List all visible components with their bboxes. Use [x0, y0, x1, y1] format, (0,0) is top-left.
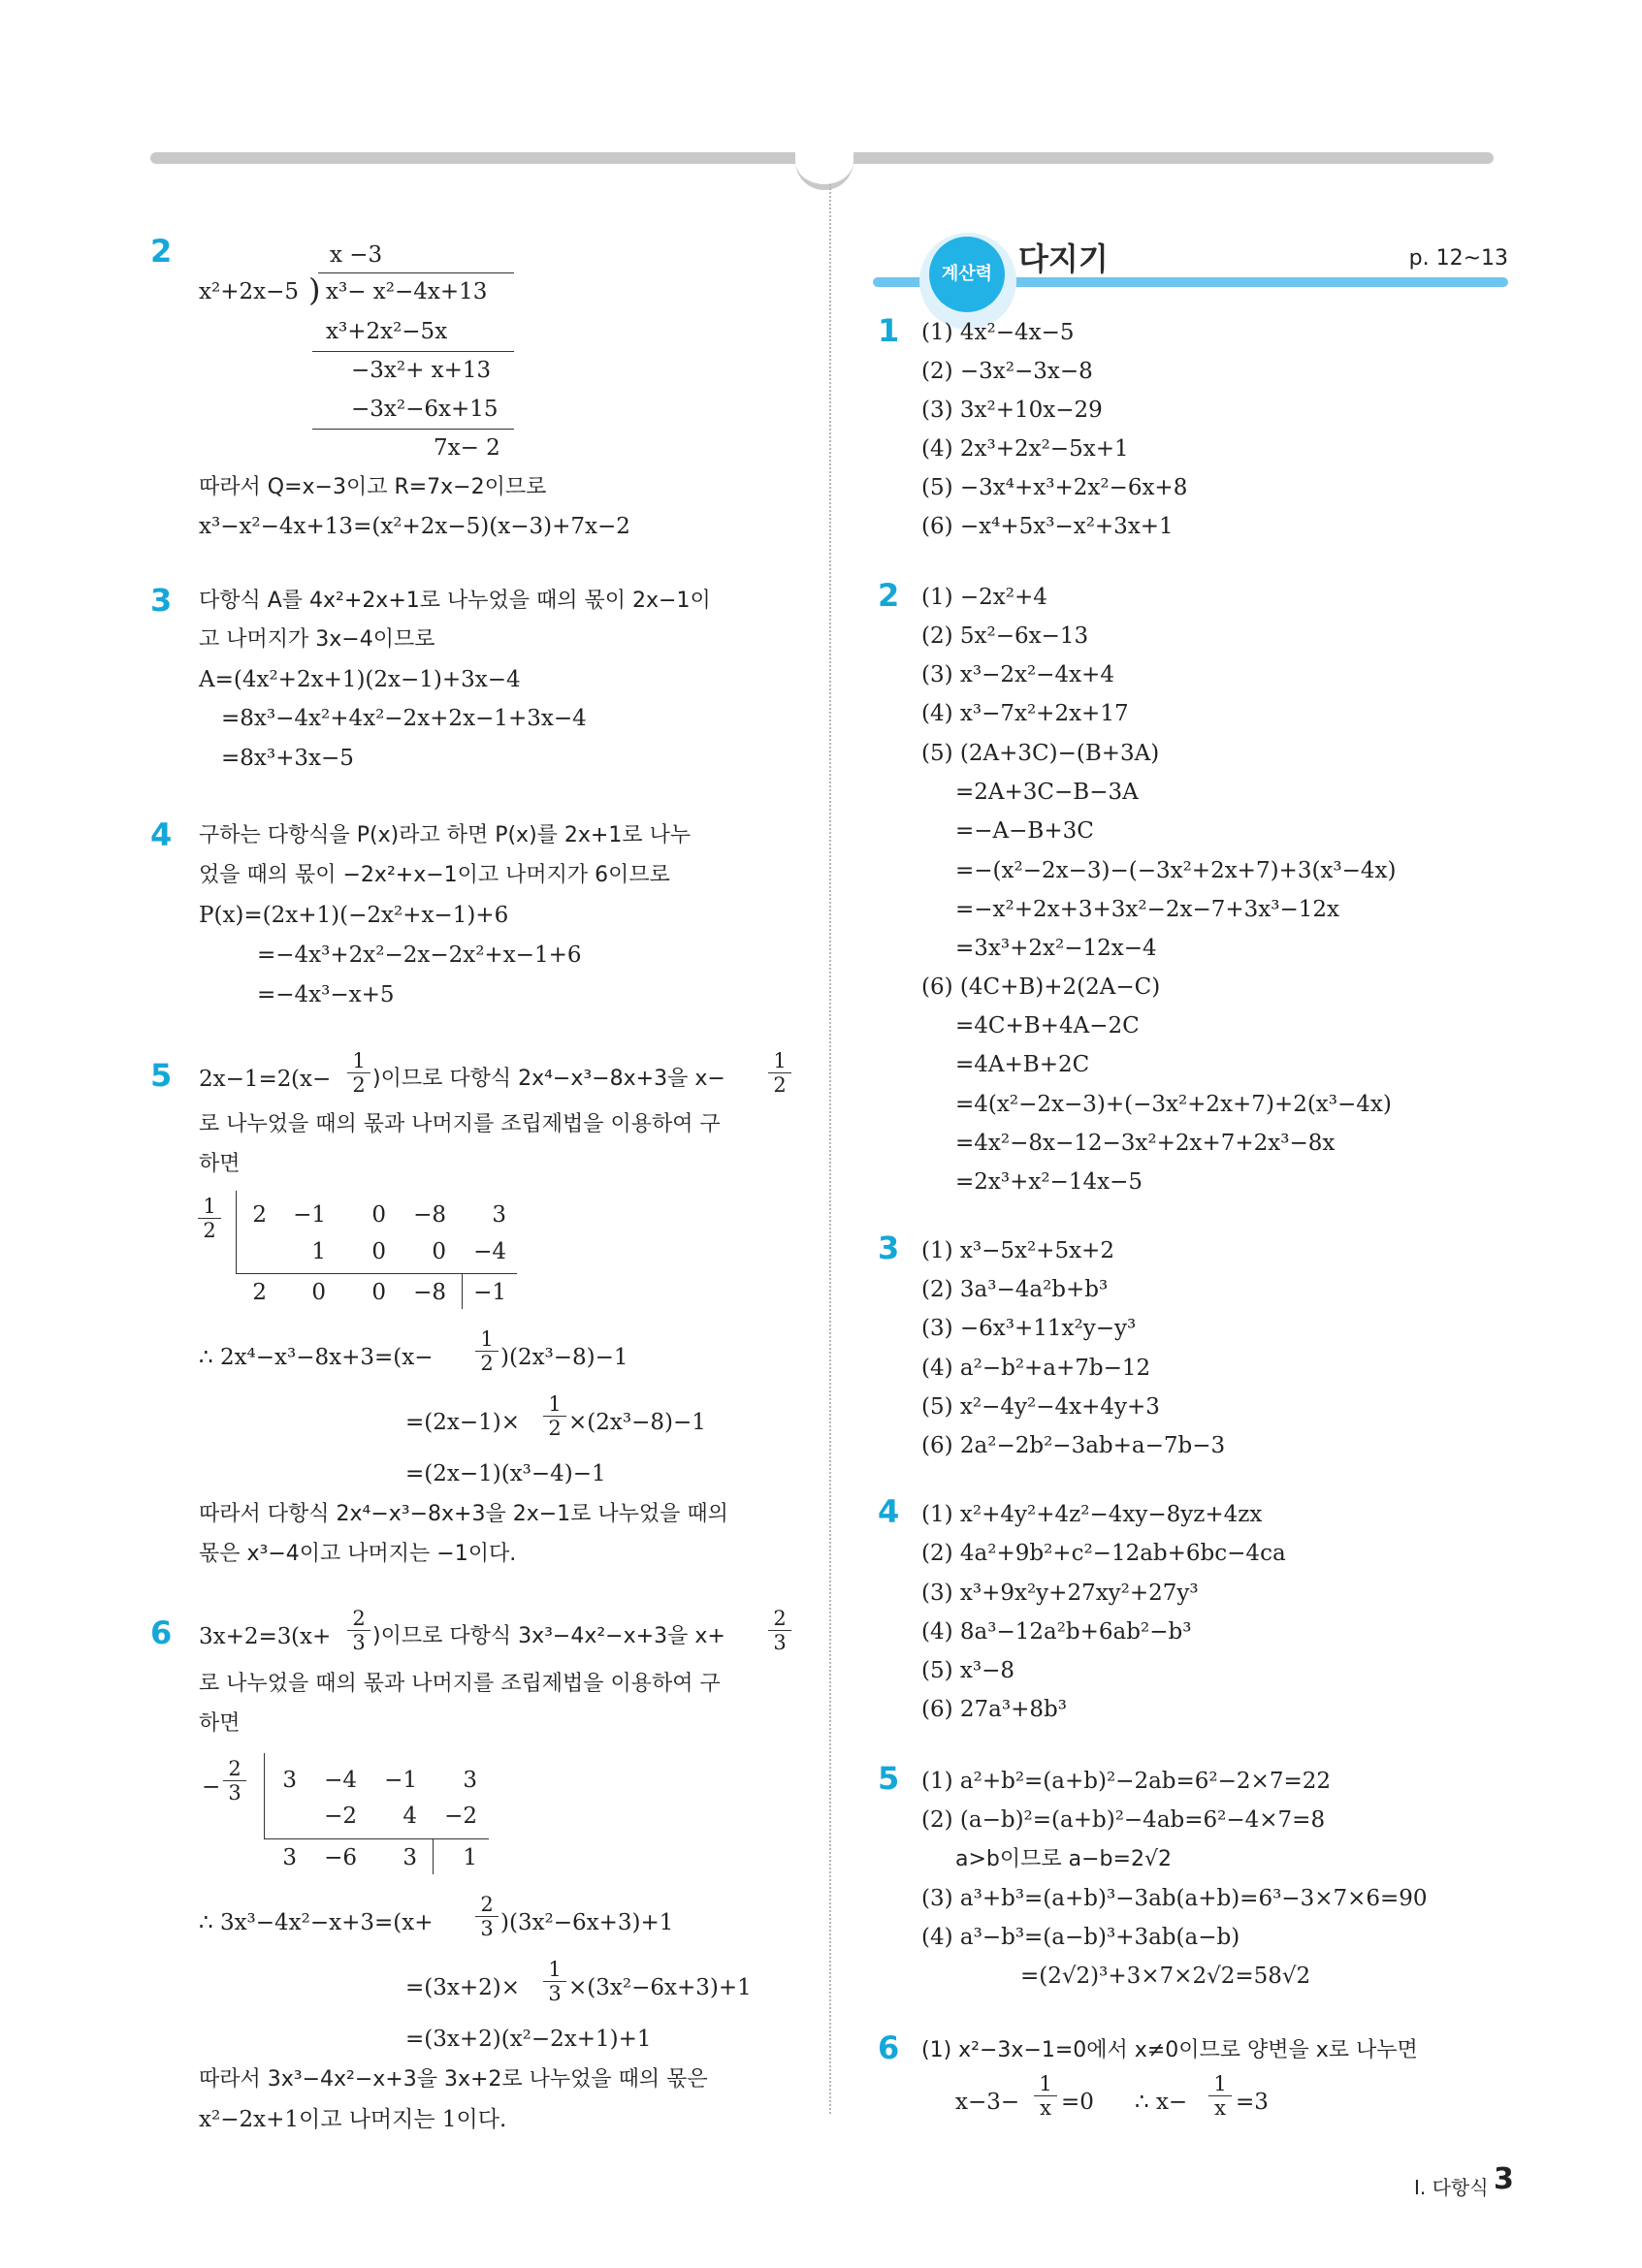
- footer-section: Ⅰ. 다항식: [1414, 2176, 1489, 2199]
- answer-line: (1) a²+b²=(a+b)²−2ab=6²−2×7=22: [921, 1769, 1331, 1794]
- result-line: =(3x+2)×: [405, 1975, 520, 2000]
- answer-line: (2) −3x²−3x−8: [921, 359, 1093, 384]
- coef: 3: [282, 1845, 297, 1870]
- intro-text: )이므로 다항식 3x³−4x²−x+3을 x+: [372, 1624, 725, 1648]
- answer-number: 6: [878, 2029, 900, 2066]
- coef: 0: [311, 1280, 326, 1305]
- answer-line: =−(x²−2x−3)−(−3x²+2x+7)+3(x³−4x): [955, 858, 1397, 883]
- result-line: =(2x−1)×: [405, 1410, 520, 1435]
- root-sign: −: [202, 1774, 221, 1800]
- answer-line: =−x²+2x+3+3x²−2x−7+3x³−12x: [955, 897, 1339, 922]
- division-bracket: ): [308, 272, 321, 308]
- conclusion-line: 따라서 3x³−4x²−x+3을 3x+2로 나누었을 때의 몫은: [199, 2067, 708, 2092]
- coef: −2: [444, 1804, 477, 1829]
- step-rule: [312, 429, 514, 430]
- result-line: ×(3x²−6x+3)+1: [568, 1975, 752, 2000]
- intro-paren: (x+: [291, 1624, 332, 1649]
- answer-line: (3) x³−2x²−4x+4: [921, 662, 1114, 687]
- coef: 0: [371, 1239, 386, 1264]
- coef: 2: [252, 1202, 267, 1228]
- coef: 3: [492, 1202, 506, 1228]
- division-step: x³+2x²−5x: [326, 319, 448, 344]
- equation-line: =8x³+3x−5: [221, 746, 354, 771]
- answer-line: (5) x³−8: [921, 1658, 1014, 1683]
- coef: 1: [311, 1239, 326, 1264]
- coef: −8: [413, 1280, 446, 1305]
- coef: −4: [324, 1768, 357, 1793]
- answer-line: (6) 2a²−2b²−3ab+a−7b−3: [921, 1433, 1226, 1458]
- intro-a: 2x−1=2: [199, 1067, 292, 1092]
- answer-line: =4A+B+2C: [955, 1052, 1090, 1077]
- division-step: −3x²+ x+13: [351, 358, 492, 383]
- header-page-ref: p. 12~13: [1408, 246, 1508, 271]
- problem-number: 3: [150, 582, 173, 619]
- text-line: 하면: [199, 1152, 241, 1176]
- equation-line: =−4x³−x+5: [257, 982, 395, 1007]
- answer-line: (5) (2A+3C)−(B+3A): [921, 741, 1160, 766]
- equation-line: A=(4x²+2x+1)(2x−1)+3x−4: [199, 667, 521, 692]
- denominator: 2: [773, 1073, 787, 1097]
- equation-line: =8x³−4x²+4x²−2x+2x−1+3x−4: [221, 706, 587, 731]
- denominator: 3: [228, 1781, 241, 1805]
- coef: 0: [371, 1280, 386, 1305]
- text-line: 고 나머지가 3x−4이므로: [199, 627, 435, 652]
- numerator: 1: [198, 1195, 221, 1219]
- answer-line: (4) 8a³−12a²b+6ab²−b³: [921, 1619, 1192, 1645]
- text-line: 구하는 다항식을 P(x)라고 하면 P(x)를 2x+1로 나누: [199, 823, 692, 847]
- text-line: 다항식 A를 4x²+2x+1로 나누었을 때의 몫이 2x−1이: [199, 589, 711, 613]
- answer-line: (2) 4a²+9b²+c²−12ab+6bc−4ca: [921, 1541, 1286, 1566]
- coef: 2: [252, 1280, 267, 1305]
- answer-line: (1) 4x²−4x−5: [921, 320, 1075, 345]
- coef: −2: [324, 1804, 357, 1829]
- text-line: 로 나누었을 때의 몫과 나머지를 조립제법을 이용하여 구: [199, 1672, 721, 1696]
- answer-line: =4C+B+4A−2C: [955, 1013, 1140, 1038]
- problem-number: 2: [150, 233, 173, 270]
- coef: −1: [384, 1768, 417, 1793]
- step-rule: [312, 351, 514, 352]
- fraction: [475, 1327, 499, 1375]
- equation-line: =−4x³+2x²−2x−2x²+x−1+6: [257, 942, 582, 968]
- numerator: 1: [543, 1392, 566, 1417]
- denominator: 2: [203, 1219, 216, 1242]
- coef: −4: [473, 1239, 506, 1264]
- fraction: [768, 1049, 791, 1097]
- answer-line: (5) −3x⁴+x³+2x²−6x+8: [921, 475, 1188, 500]
- numerator: 1: [543, 1958, 566, 1982]
- answer-line: =(2√2)³+3×7×2√2=58√2: [1020, 1964, 1311, 1989]
- denominator: 3: [352, 1631, 366, 1654]
- remainder: −1: [473, 1280, 506, 1305]
- denominator: 3: [548, 1982, 562, 2005]
- numerator: 1: [347, 1049, 370, 1073]
- coef: −6: [324, 1845, 357, 1870]
- root-fraction: [223, 1757, 246, 1805]
- answer-line: =4x²−8x−12−3x²+2x+7+2x³−8x: [955, 1131, 1336, 1156]
- answer-line: (4) x³−7x²+2x+17: [921, 701, 1129, 726]
- answer-line: =2x³+x²−14x−5: [955, 1169, 1143, 1195]
- root-fraction: [198, 1195, 221, 1242]
- answer-line: (3) −6x³+11x²y−y³: [921, 1316, 1137, 1341]
- quotient: x −3: [330, 242, 383, 268]
- answer-line: (3) a³+b³=(a+b)³−3ab(a+b)=6³−3×7×6=90: [921, 1886, 1428, 1911]
- coef: 0: [371, 1202, 386, 1228]
- conclusion-line: x²−2x+1이고 나머지는 1이다.: [199, 2107, 507, 2132]
- page-number: 3: [1494, 2162, 1514, 2196]
- coef: 3: [402, 1845, 417, 1870]
- denominator: 3: [480, 1917, 494, 1940]
- result-line: )(3x²−6x+3)+1: [500, 1910, 674, 1935]
- denominator: 3: [773, 1631, 787, 1654]
- answer-line: (1) −2x²+4: [921, 585, 1047, 610]
- remainder: 1: [463, 1845, 477, 1870]
- answer-line: (2) (a−b)²=(a+b)²−4ab=6²−4×7=8: [921, 1807, 1326, 1833]
- remainder: 7x− 2: [434, 435, 500, 461]
- fraction: [543, 1392, 566, 1440]
- conclusion-line: 따라서 Q=x−3이고 R=7x−2이므로: [199, 475, 547, 499]
- problem-number: 6: [150, 1614, 173, 1651]
- answer-line: (6) (4C+B)+2(2A−C): [921, 974, 1161, 1000]
- result-line: ∴ 2x⁴−x³−8x+3=(x−: [199, 1345, 434, 1370]
- answer-line: (2) 5x²−6x−13: [921, 623, 1089, 649]
- denominator: 2: [352, 1073, 366, 1097]
- answer-line: (4) a³−b³=(a−b)³+3ab(a−b): [921, 1925, 1240, 1950]
- fraction: [1034, 2072, 1057, 2120]
- answer-line: (1) x²−3x−1=0에서 x≠0이므로 양변을 x로 나누면: [921, 2038, 1418, 2062]
- answer-line: (6) 27a³+8b³: [921, 1697, 1067, 1722]
- synthetic-vbar: [264, 1753, 265, 1838]
- problem-number: 4: [150, 816, 173, 853]
- fraction: [543, 1958, 566, 2005]
- conclusion-line: x³−x²−4x+13=(x²+2x−5)(x−3)+7x−2: [199, 514, 630, 539]
- answer-line: (4) 2x³+2x²−5x+1: [921, 436, 1129, 462]
- numerator: 1: [768, 1049, 791, 1073]
- coef: −8: [413, 1202, 446, 1228]
- answer-line: (3) 3x²+10x−29: [921, 398, 1103, 423]
- answer-line: x−3−: [955, 2090, 1020, 2115]
- section-header: [873, 233, 1508, 289]
- answer-line: =2A+3C−B−3A: [955, 780, 1139, 805]
- division-bar: [318, 272, 514, 273]
- answer-line: (1) x³−5x²+5x+2: [921, 1238, 1114, 1263]
- coef: 0: [432, 1239, 446, 1264]
- answer-line: =4(x²−2x−3)+(−3x²+2x+7)+2(x³−4x): [955, 1092, 1392, 1117]
- divisor: x²+2x−5: [199, 279, 299, 304]
- coef: −1: [293, 1202, 326, 1228]
- numerator: 2: [223, 1757, 246, 1781]
- denominator: 2: [548, 1417, 562, 1440]
- text-line: 로 나누었을 때의 몫과 나머지를 조립제법을 이용하여 구: [199, 1112, 721, 1136]
- intro-text: )이므로 다항식 2x⁴−x³−8x+3을 x−: [372, 1067, 725, 1091]
- numerator: 1: [1034, 2072, 1057, 2096]
- header-badge: 계산력: [929, 237, 1005, 312]
- fraction: [347, 1607, 370, 1654]
- denominator: x: [1040, 2096, 1051, 2120]
- result-line: ×(2x³−8)−1: [568, 1410, 706, 1435]
- denominator: 2: [480, 1352, 494, 1375]
- problem-number: 5: [150, 1057, 173, 1094]
- answer-line: (6) −x⁴+5x³−x²+3x+1: [921, 514, 1174, 539]
- denominator: x: [1214, 2096, 1226, 2120]
- fraction: [1208, 2072, 1232, 2120]
- answer-line: (1) x²+4y²+4z²−4xy−8yz+4zx: [921, 1502, 1263, 1527]
- answer-line: (3) x³+9x²y+27xy²+27y³: [921, 1581, 1199, 1606]
- answer-number: 5: [878, 1760, 900, 1797]
- answer-line: a>b이므로 a−b=2√2: [955, 1847, 1172, 1871]
- numerator: 1: [475, 1327, 499, 1352]
- equation-line: P(x)=(2x+1)(−2x²+x−1)+6: [199, 903, 509, 928]
- text-line: 었을 때의 몫이 −2x²+x−1이고 나머지가 6이므로: [199, 863, 670, 887]
- answer-number: 3: [878, 1230, 900, 1266]
- fraction: [768, 1607, 791, 1654]
- answer-line: (4) a²−b²+a+7b−12: [921, 1356, 1151, 1381]
- result-line: =(2x−1)(x³−4)−1: [405, 1461, 606, 1486]
- answer-number: 2: [878, 577, 900, 614]
- result-line: ∴ 3x³−4x²−x+3=(x+: [199, 1910, 434, 1935]
- intro-a: 3x+2=3: [199, 1624, 292, 1649]
- answer-line: =0: [1061, 2090, 1094, 2115]
- numerator: 2: [347, 1607, 370, 1631]
- text-line: 하면: [199, 1711, 241, 1736]
- answer-number: 1: [878, 312, 900, 349]
- coef: 3: [463, 1768, 477, 1793]
- column-divider: [829, 184, 831, 2114]
- answer-line: =3: [1236, 2090, 1269, 2115]
- answer-line: =−A−B+3C: [955, 818, 1094, 844]
- answer-line: ∴ x−: [1135, 2090, 1188, 2115]
- conclusion-line: 따라서 다항식 2x⁴−x³−8x+3을 2x−1로 나누었을 때의: [199, 1502, 728, 1526]
- coef: 4: [402, 1804, 417, 1829]
- fraction: [475, 1893, 499, 1940]
- numerator: 2: [768, 1607, 791, 1631]
- answer-line: (5) x²−4y²−4x+4y+3: [921, 1394, 1160, 1420]
- numerator: 1: [1208, 2072, 1232, 2096]
- answer-line: (2) 3a³−4a²b+b³: [921, 1277, 1109, 1302]
- top-notch: [795, 145, 853, 190]
- division-step: −3x²−6x+15: [351, 397, 499, 422]
- answer-line: =3x³+2x²−12x−4: [955, 936, 1157, 961]
- header-title: 다지기: [1018, 240, 1109, 277]
- coef: 3: [282, 1768, 297, 1793]
- conclusion-line: 몫은 x³−4이고 나머지는 −1이다.: [199, 1542, 517, 1566]
- dividend: x³− x²−4x+13: [326, 279, 488, 304]
- fraction: [347, 1049, 370, 1097]
- result-line: )(2x³−8)−1: [500, 1345, 628, 1370]
- numerator: 2: [475, 1893, 499, 1917]
- intro-paren: (x−: [291, 1067, 332, 1092]
- answer-number: 4: [878, 1493, 900, 1530]
- result-line: =(3x+2)(x²−2x+1)+1: [405, 2027, 652, 2052]
